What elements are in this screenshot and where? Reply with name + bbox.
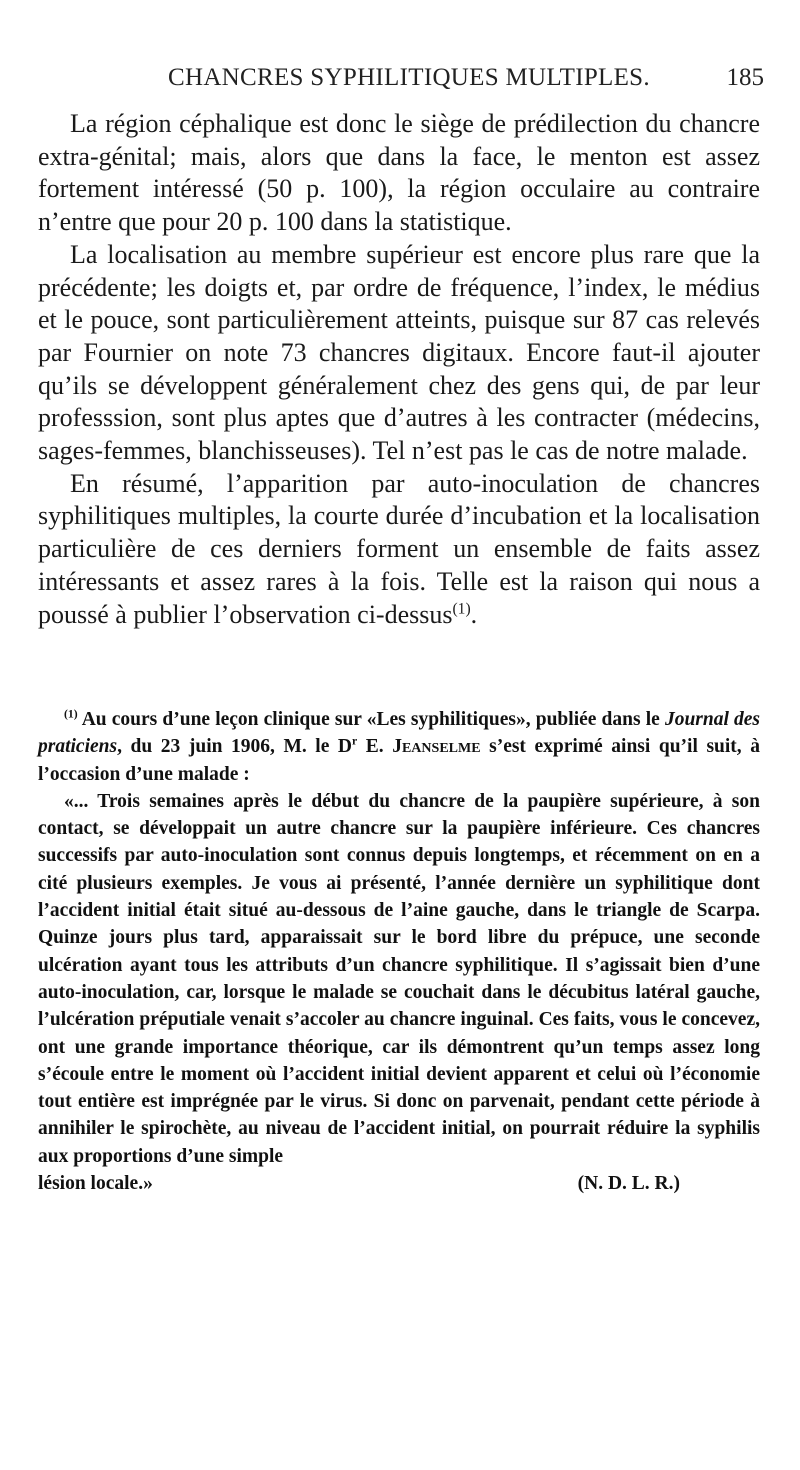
page-number: 185 — [726, 64, 764, 91]
running-header — [0, 64, 800, 104]
footnote-signature: (N. D. L. R.) — [577, 1173, 680, 1195]
running-title: CHANCRES SYPHILITIQUES MULTIPLES. — [168, 64, 650, 91]
footnote-quote: «... Trois semaines après le début du chancre de la paupière supérieure, à son contact, se développait un autre chancre sur la paupière inférieure. Ces chancres successifs par auto-inoculation sont connus depuis longtemps, et récemment on en a cité plusieurs exemples. Je vous ai présenté, l’année dernière un syphilitique dont l’accident initial était situé au-dessous de l’aine gauche, dans le triangle de Scarpa. Quinze jours plus tard, apparaissait sur le bord libre du prépuce, une seconde ulcération ayant tous les attributs d’un chancre syphilitique. Il s’agissait bien d’une auto-inoculation, car, lorsque le malade se couchait dans le décubitus latéral gauche, l’ulcération préputiale venait s’accoler au chancre inguinal. Ces faits, vous le concevez, ont une grande importance théorique, car ils démontrent qu’un temps assez long s’écoule entre le moment où l’accident initial devient apparent et celui où l’économie tout entière est imprégnée par le virus. Si donc on parvenait, pendant cette période à annihiler le spirochète, au niveau de l’accident initial, on pourrait réduire la syphilis aux proportions d’une simple — [38, 790, 760, 1167]
paragraph-1: La région céphalique est donc le siège de prédilection du chancre extra-génital; mais, alors que dans la face, le menton est assez fortement intéressé (50 p. 100), la région occulaire au contraire n’entre que pour 20 p. 100 dans la statistique. — [38, 109, 760, 237]
paragraph-3-text: En résumé, l’apparition par auto-inoculation de chancres syphilitiques multiples, la courte durée d’incubation et la localisation particulière de ces derniers forment un ensemble de faits assez intéressants et assez rares à la fois. Telle est la raison qui nous a poussé à publier l’observation ci-dessus — [38, 468, 760, 629]
footnote-intro-d: s’est exprimé ainsi qu’il suit, à l’occasion d’une malade : — [38, 736, 760, 785]
journal-title: Journal des praticiens — [38, 709, 761, 758]
footnote-reference: (1) — [452, 599, 471, 617]
footnote-quote-last: lésion locale.» — [38, 1173, 153, 1195]
main-text — [38, 108, 760, 631]
footnote-intro-a: Au cours d’une leçon clinique sur «Les syphilitiques», publiée dans le — [81, 709, 660, 730]
footnote — [38, 706, 760, 1197]
footnote-intro-c: E. — [357, 736, 393, 758]
footnote-intro — [38, 706, 760, 788]
doctor-abbrev-sup: r — [352, 734, 358, 748]
author-name: Jeanselme — [392, 736, 481, 758]
footnote-final-line — [38, 1170, 760, 1197]
footnote-marker: (1) — [64, 707, 78, 721]
paragraph-2: La localisation au membre supérieur est encore plus rare que la précédente; les doigts et, par ordre de fréquence, l’index, le médius et le pouce, sont particulièrement atteints, puisque sur 87 cas relevés par Fournier on note 73 chancres digitaux. Encore faut-il ajouter qu’ils se développent généralement chez des gens qui, de par leur professsion, sont plus aptes que d’autres à les contracter (médecins, sages-femmes, blanchisseuses). Tel n’est pas le cas de notre malade. — [38, 239, 760, 466]
paragraph-3-end: . — [470, 599, 478, 629]
paragraph-3 — [38, 468, 760, 632]
footnote-intro-b: , du 23 juin 1906, M. le D — [117, 736, 353, 758]
